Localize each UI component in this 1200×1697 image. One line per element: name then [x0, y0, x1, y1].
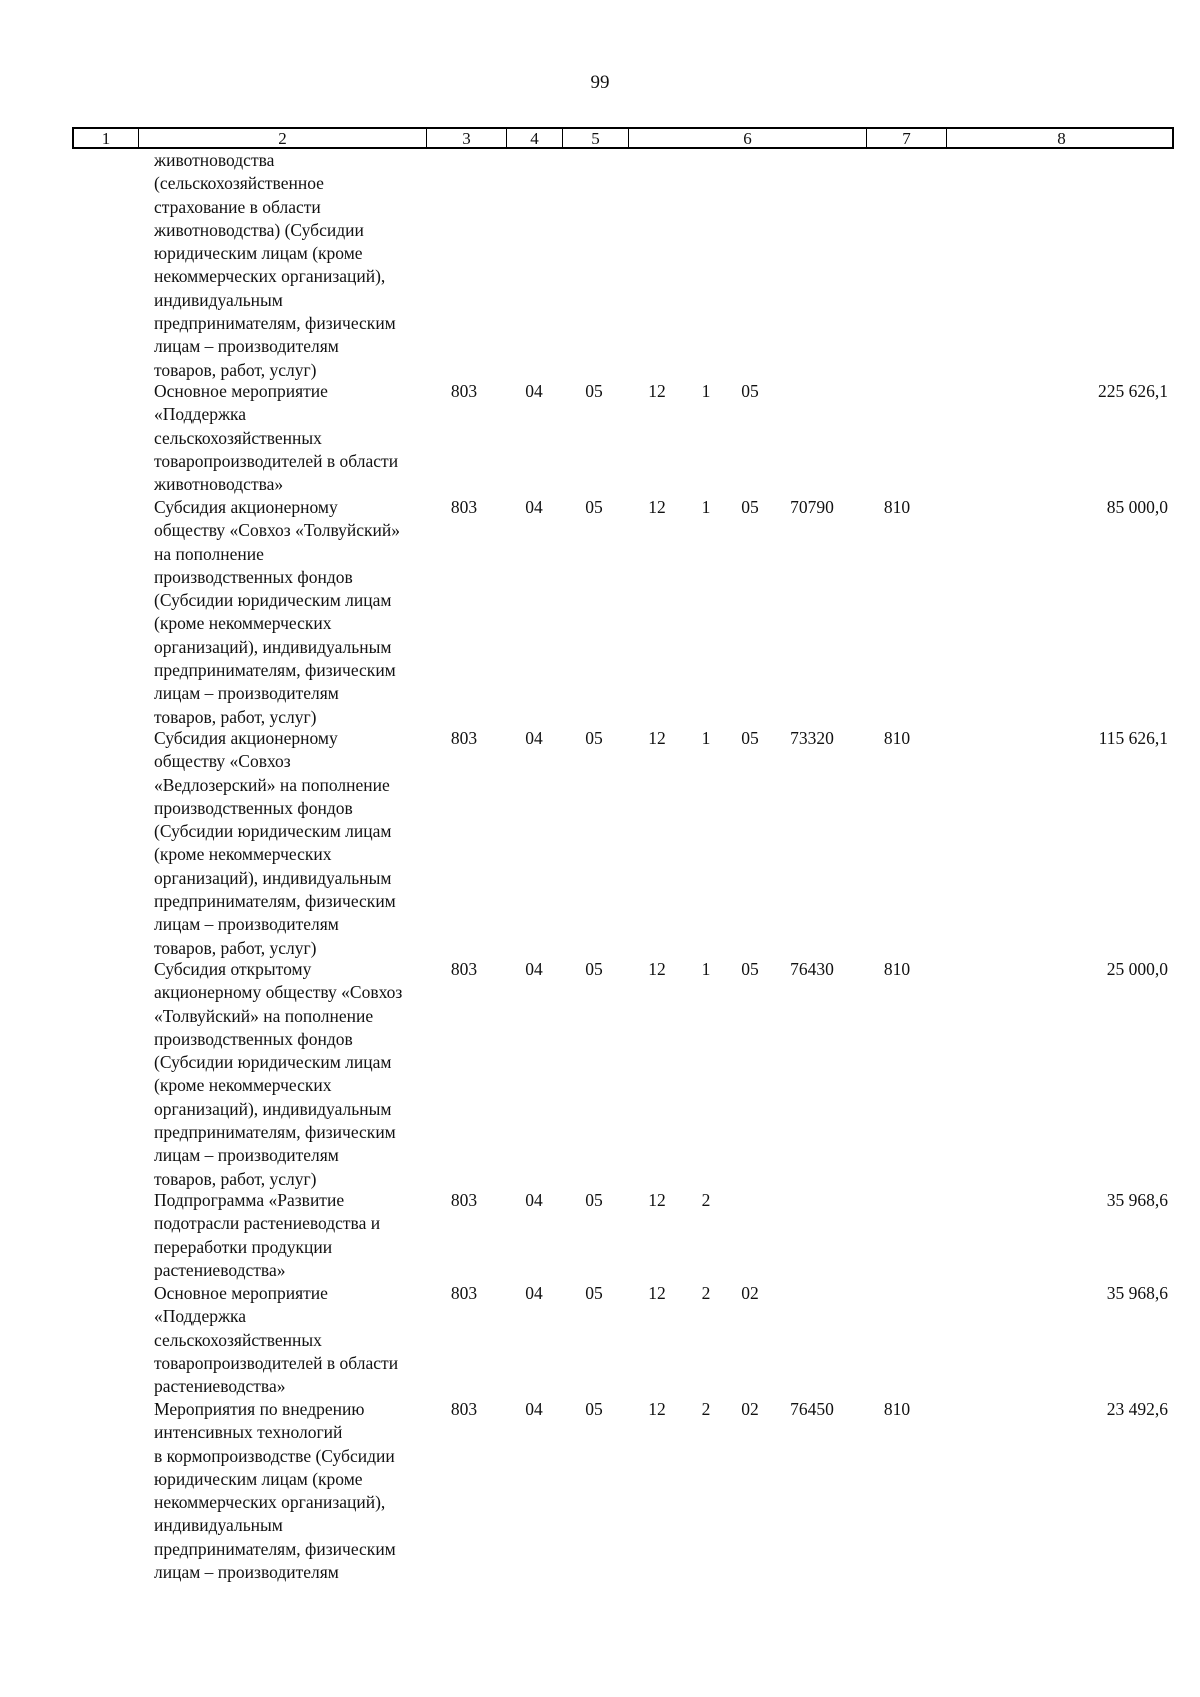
- table-row: [72, 496, 1174, 727]
- cell-c8: 25 000,0: [1106, 959, 1168, 979]
- cell-c6b: 2: [701, 1283, 711, 1303]
- budget-table: [72, 127, 1174, 1588]
- cell-c6a: 12: [648, 497, 666, 517]
- cell-c6b: 1: [701, 728, 711, 748]
- row-description: Основное мероприятие «Поддержка сельскохозяйственных товаропроизводителей в области растениеводства»: [154, 1283, 399, 1397]
- row-description: Субсидия акционерному обществу «Совхоз «Толвуйский» на пополнение производственных фондов (Субсидии юридическим лицам (кроме некоммерческих организаций), индивидуальным предпринимателям, физическим лицам – производителям товаров, работ, услуг): [154, 497, 400, 727]
- cell-c4: 04: [525, 728, 543, 748]
- cell-c6b: 1: [701, 959, 711, 979]
- cell-c6d: 76430: [790, 959, 834, 979]
- cell-c6b: 1: [701, 497, 711, 517]
- cell-c4: 04: [525, 1283, 543, 1303]
- row-description: Мероприятия по внедрению интенсивных технологий в кормопроизводстве (Субсидии юридическим лицам (кроме некоммерческих организаций), индивидуальным предпринимателям, физическим лицам – производителям: [154, 1399, 396, 1583]
- cell-c3: 803: [450, 728, 478, 748]
- cell-c3: 803: [450, 959, 478, 979]
- row-description: Субсидия акционерному обществу «Совхоз «Ведлозерский» на пополнение производственных фондов (Субсидии юридическим лицам (кроме некоммерческих организаций), индивидуальным предпринимателям, физическим лицам – производителям товаров, работ, услуг): [154, 728, 396, 958]
- cell-c6d: 76450: [790, 1399, 834, 1419]
- cell-c6c: 05: [741, 381, 759, 401]
- cell-c4: 04: [525, 497, 543, 517]
- cell-c8: 115 626,1: [1098, 728, 1168, 748]
- cell-c7: 810: [883, 497, 911, 517]
- header-cell-6: 6: [628, 129, 866, 147]
- cell-c8: 23 492,6: [1106, 1399, 1168, 1419]
- cell-c4: 04: [525, 1399, 543, 1419]
- cell-c3: 803: [450, 1283, 478, 1303]
- table-row: [72, 1398, 1174, 1588]
- cell-c6a: 12: [648, 1283, 666, 1303]
- cell-c5: 05: [585, 497, 603, 517]
- cell-c6c: 02: [741, 1399, 759, 1419]
- header-cell-4: 4: [506, 129, 562, 147]
- cell-c6a: 12: [648, 1190, 666, 1210]
- table-row: [72, 958, 1174, 1189]
- cell-c6a: 12: [648, 1399, 666, 1419]
- page-number: 99: [590, 72, 610, 93]
- row-description: животноводства (сельскохозяйственное страхование в области животноводства) (Субсидии юридическим лицам (кроме некоммерческих организаций), индивидуальным предпринимателям, физическим лицам – производителям товаров, работ, услуг): [154, 150, 396, 380]
- cell-c5: 05: [585, 1190, 603, 1210]
- cell-c5: 05: [585, 1399, 603, 1419]
- cell-c6b: 2: [701, 1190, 711, 1210]
- header-cell-2: 2: [138, 129, 426, 147]
- row-description: Подпрограмма «Развитие подотрасли растениеводства и переработки продукции растениеводства»: [154, 1190, 381, 1280]
- cell-c6c: 05: [741, 959, 759, 979]
- cell-c4: 04: [525, 959, 543, 979]
- table-row: [72, 727, 1174, 958]
- header-cell-1: 1: [101, 129, 111, 148]
- header-cell-3: 3: [426, 129, 506, 147]
- cell-c6b: 2: [701, 1399, 711, 1419]
- cell-c3: 803: [450, 1399, 478, 1419]
- header-cell-5: 5: [562, 129, 628, 147]
- cell-c3: 803: [450, 497, 478, 517]
- table-header-row: [72, 127, 1174, 149]
- cell-c6d: 73320: [790, 728, 834, 748]
- table-row: [72, 1189, 1174, 1282]
- cell-c6a: 12: [648, 728, 666, 748]
- cell-c7: 810: [883, 728, 911, 748]
- cell-c6a: 12: [648, 381, 666, 401]
- header-cell-8: 8: [946, 129, 1176, 147]
- cell-c5: 05: [585, 381, 603, 401]
- header-cell-7: 7: [866, 129, 946, 147]
- row-description: Основное мероприятие «Поддержка сельскохозяйственных товаропроизводителей в области животноводства»: [154, 381, 399, 495]
- cell-c6a: 12: [648, 959, 666, 979]
- cell-c4: 04: [525, 1190, 543, 1210]
- cell-c5: 05: [585, 728, 603, 748]
- cell-c6d: 70790: [790, 497, 834, 517]
- cell-c7: 810: [883, 959, 911, 979]
- cell-c8: 35 968,6: [1106, 1190, 1168, 1210]
- cell-c6c: 05: [741, 728, 759, 748]
- cell-c3: 803: [450, 381, 478, 401]
- cell-c8: 35 968,6: [1106, 1283, 1168, 1303]
- cell-c6c: 05: [741, 497, 759, 517]
- row-description: Субсидия открытому акционерному обществу «Совхоз «Толвуйский» на пополнение производственных фондов (Субсидии юридическим лицам (кроме некоммерческих организаций), индивидуальным предпринимателям, физическим лицам – производителям товаров, работ, услуг): [154, 959, 403, 1189]
- table-row: [72, 1282, 1174, 1398]
- cell-c3: 803: [450, 1190, 478, 1210]
- cell-c5: 05: [585, 959, 603, 979]
- cell-c6c: 02: [741, 1283, 759, 1303]
- table-row: [72, 380, 1174, 496]
- cell-c4: 04: [525, 381, 543, 401]
- cell-c6b: 1: [701, 381, 711, 401]
- cell-c7: 810: [883, 1399, 911, 1419]
- table-row: [72, 149, 1174, 380]
- cell-c8: 225 626,1: [1098, 381, 1168, 401]
- cell-c8: 85 000,0: [1106, 497, 1168, 517]
- table-body: [72, 149, 1174, 1588]
- cell-c5: 05: [585, 1283, 603, 1303]
